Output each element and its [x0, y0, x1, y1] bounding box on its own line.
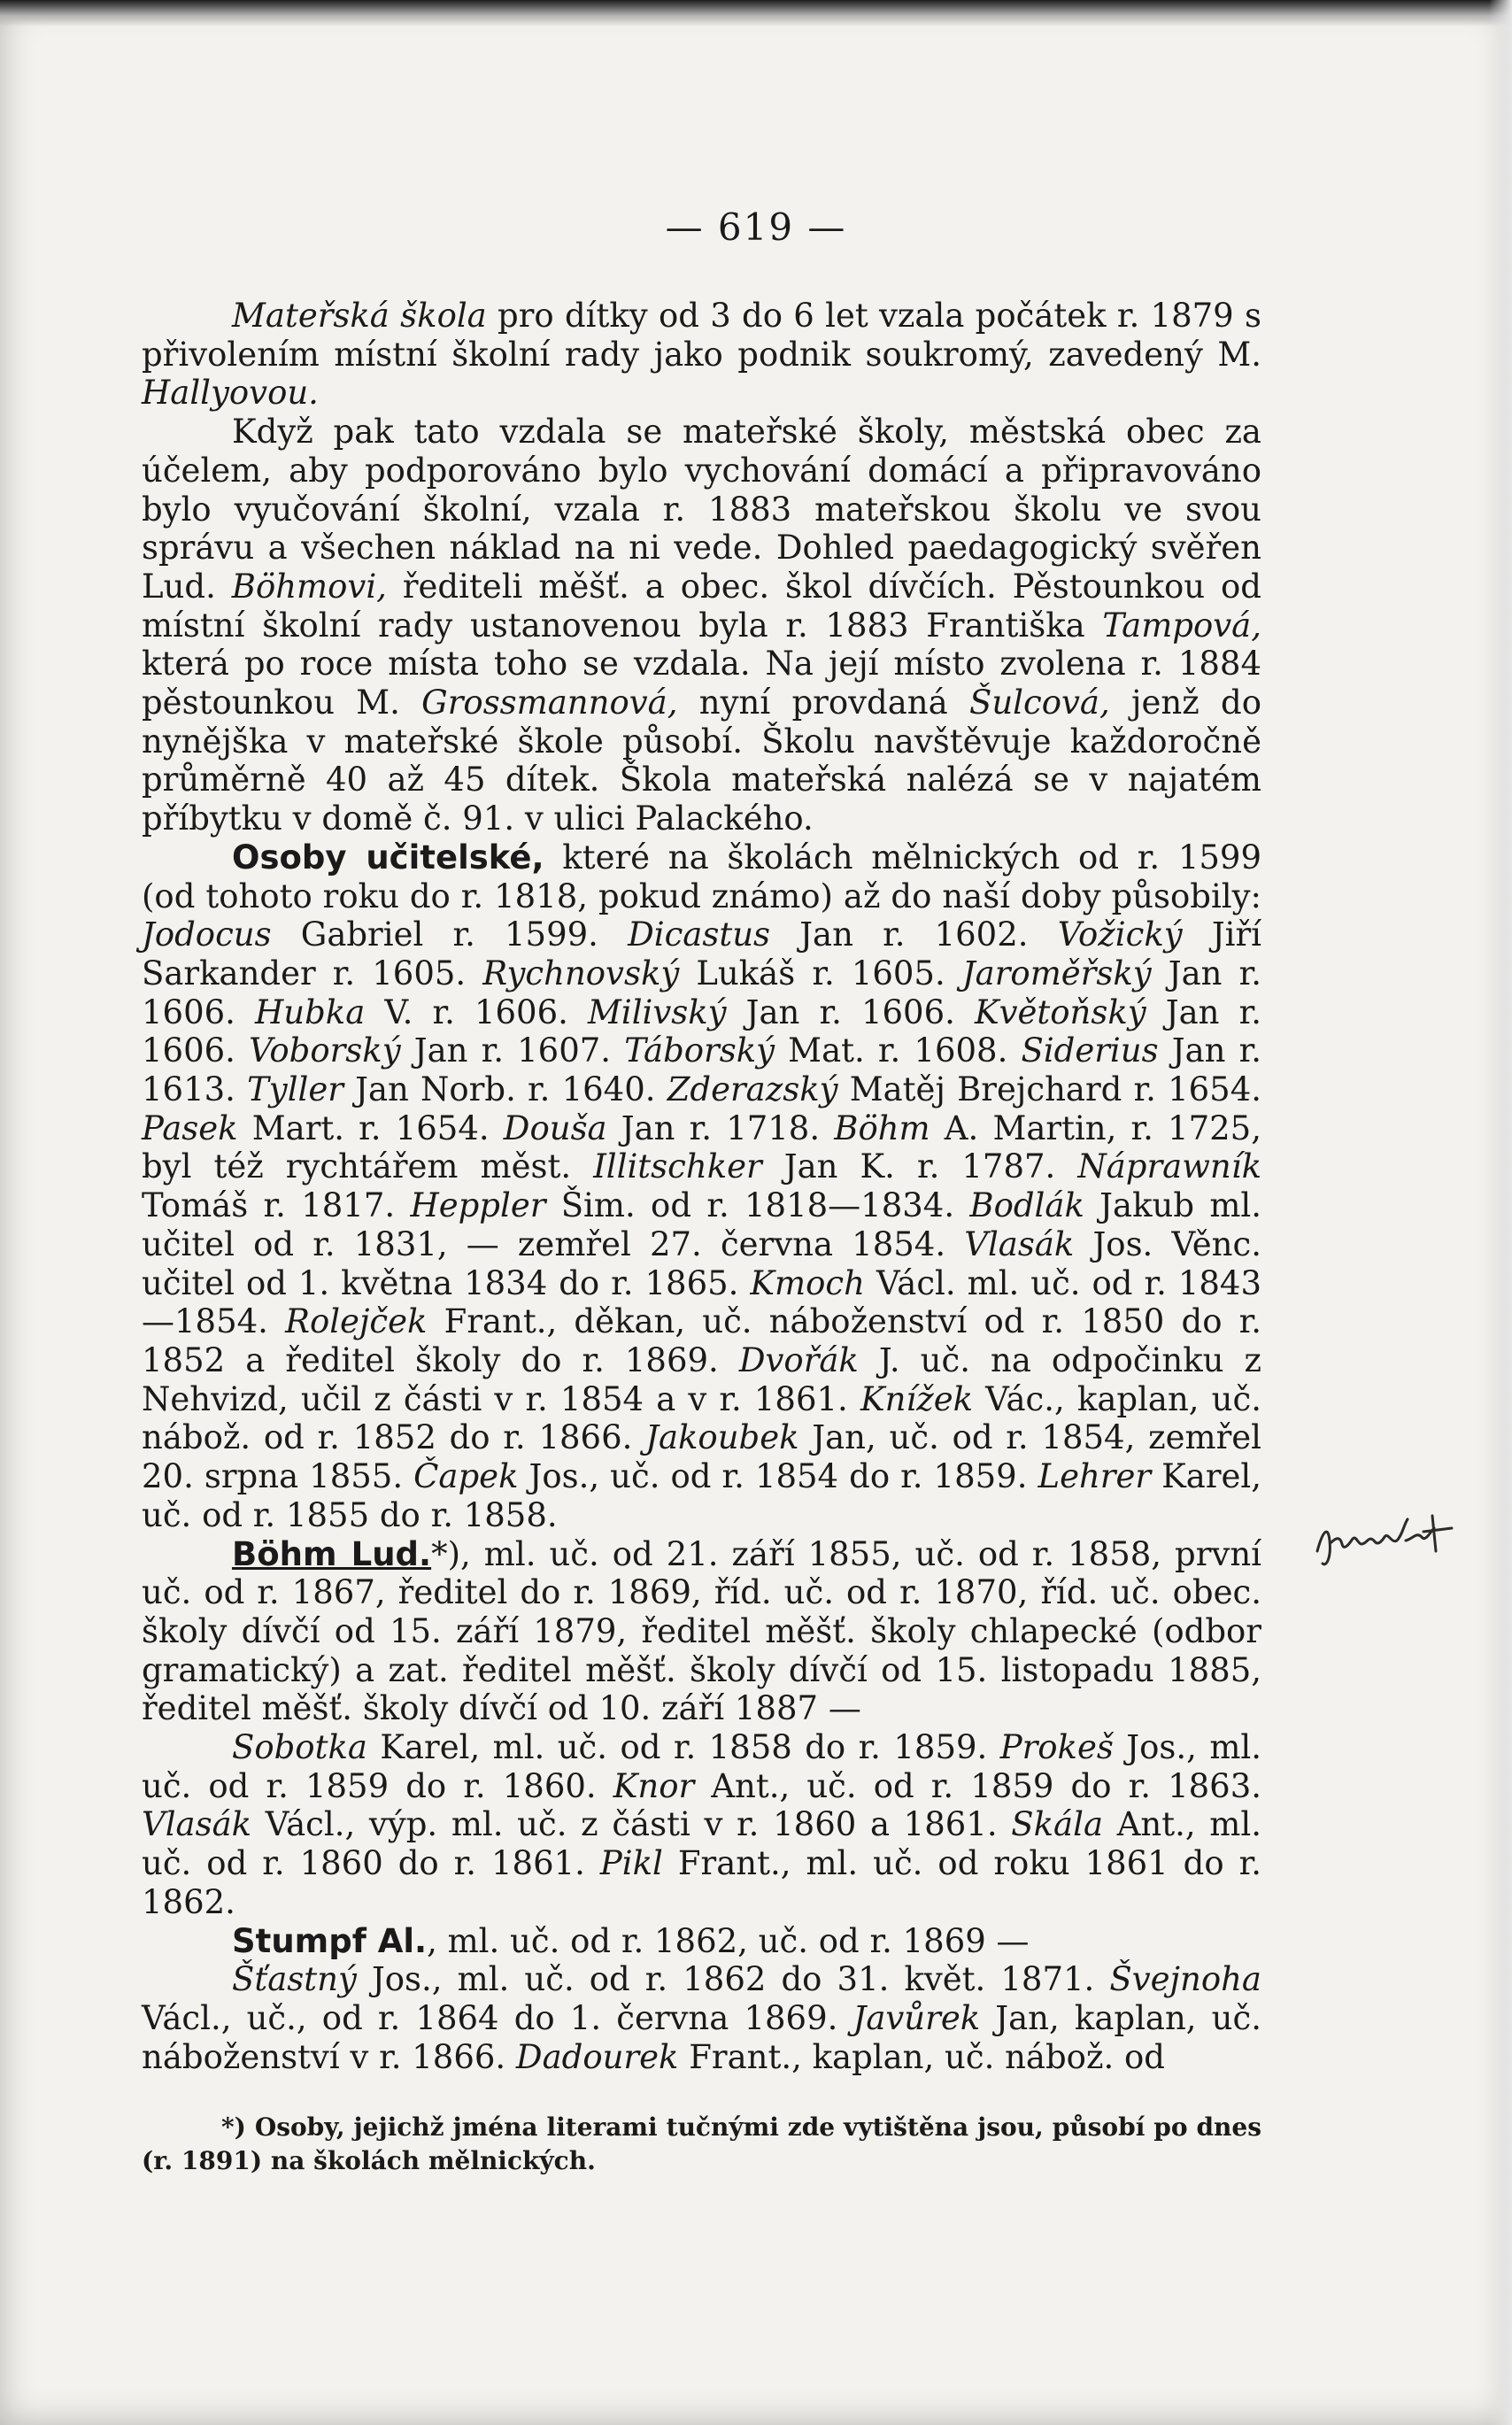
italic-name: Hubka: [255, 992, 366, 1031]
italic-name: Bodlák: [969, 1186, 1084, 1225]
italic-name: Kmoch: [750, 1263, 865, 1302]
italic-name: Dicastus: [628, 915, 771, 954]
italic-name: Mateřská škola: [232, 297, 487, 335]
text-run: , ml. uč. od r. 1862, uč. od r. 1869 —: [427, 1921, 1030, 1960]
text-run: Jan r. 1606.: [142, 992, 1261, 1070]
italic-name: Grossmannová,: [421, 683, 678, 722]
bold-heading: Stumpf Al.: [232, 1921, 428, 1960]
text-run: Karel, ml. uč. od r. 1858 do r. 1859.: [366, 1728, 1000, 1767]
text-run: *), ml. uč. od 21. září 1855, uč. od r. 1858, první uč. od r. 1867, ředitel do r. 1869, říd. uč. od r. 1870, říd. uč. obec. školy dívčí od 15. září 1879, ředitel měšť. školy chlapecké (odbor gramatický) a zat. ředitel měšť. školy dívčí od 15. listopadu 1885, ředitel měšť. školy dívčí od 10. září 1887 —: [142, 1534, 1261, 1728]
text-run: Šim. od r. 1818—1834.: [545, 1186, 970, 1225]
text-run: Jan, kaplan, uč. náboženství v r. 1866.: [142, 1998, 1261, 2076]
text-run: řediteli měšť. a obec. škol dívčích. Pěstounkou od místní školní rady ustanovenou byla r. 1883 Františka: [142, 567, 1261, 645]
italic-name: Prokeš: [999, 1728, 1114, 1767]
italic-name: Vlasák: [142, 1805, 252, 1844]
handwritten-margin-note: [1310, 1505, 1470, 1576]
italic-name: Rolejček: [285, 1302, 428, 1341]
italic-name: Douša: [503, 1108, 607, 1147]
text-run: Václ., uč., od r. 1864 do 1. června 1869.: [142, 1998, 853, 2037]
italic-name: Voborský: [249, 1031, 401, 1070]
italic-name: Skála: [1011, 1805, 1104, 1844]
text-run: J. uč. na odpočinku z Nehvizd, učil z části v r. 1854 a v r. 1861.: [142, 1340, 1261, 1418]
bold-heading: Osoby učitelské,: [232, 838, 544, 877]
italic-name: Švejnoha: [1109, 1960, 1261, 1999]
text-run: která po roce místa toho se vzdala. Na její místo zvolena r. 1884 pěstounkou M.: [142, 645, 1261, 722]
paragraph: [142, 838, 1261, 1535]
italic-name: Pikl: [599, 1844, 663, 1883]
text-run: Václ., výp. ml. uč. z části v r. 1860 a 1861.: [251, 1805, 1012, 1844]
footnote: [142, 2111, 1261, 2178]
italic-name: Hallyovou.: [142, 374, 319, 413]
italic-name: Jodocus: [142, 915, 272, 954]
italic-name: Milivský: [587, 992, 727, 1031]
italic-name: Heppler: [410, 1186, 546, 1225]
italic-name: Siderius: [1021, 1031, 1159, 1070]
italic-name: Náprawník: [1077, 1147, 1261, 1186]
text-run: Lukáš r. 1605.: [679, 954, 962, 992]
paragraph: [142, 1922, 1261, 1961]
paragraph: [142, 1535, 1261, 1729]
italic-name: Šťastný: [232, 1960, 357, 1999]
text-run: pro dítky od 3 do 6 let vzala počátek r. 1879 s přivolením místní školní rady jako podnik soukromý, zavedený M.: [142, 297, 1261, 374]
paragraph: [142, 1960, 1261, 2076]
text-run: Jan, uč. od r. 1854, zemřel 20. srpna 1855.: [142, 1418, 1261, 1496]
text-run: Frant., kaplan, uč. nábož. od: [678, 2037, 1165, 2076]
text-run: Jan r. 1602.: [770, 915, 1058, 954]
text-run: Jan r. 1613.: [142, 1031, 1261, 1109]
text-run: Ant., uč. od r. 1859 do r. 1863.: [694, 1766, 1261, 1805]
paragraph: [142, 413, 1261, 838]
italic-name: Knor: [613, 1766, 695, 1805]
paragraph: [142, 1728, 1261, 1922]
text-run: Ant., ml. uč. od r. 1860 do r. 1861.: [142, 1805, 1261, 1883]
text-run: Mart. r. 1654.: [237, 1108, 504, 1147]
text-run: Jos., ml. uč. od r. 1859 do r. 1860.: [142, 1728, 1261, 1805]
bold-name: Böhm Lud.: [232, 1534, 432, 1573]
italic-name: Vlasák: [964, 1224, 1075, 1263]
italic-name: Jaroměřský: [961, 954, 1152, 992]
paragraph: [142, 297, 1261, 413]
text-run: Jos., uč. od r. 1854 do r. 1859.: [518, 1457, 1038, 1496]
body-text: [142, 297, 1261, 2076]
italic-name: Květoňský: [974, 992, 1146, 1031]
text-run: Jos. Věnc. učitel od 1. května 1834 do r. 1865.: [142, 1224, 1261, 1302]
italic-name: Dadourek: [515, 2037, 679, 2076]
text-run: Když pak tato vzdala se mateřské školy, městská obec za účelem, aby podporováno bylo vychování domácí a připravováno bylo vyučování školní, vzala r. 1883 mateřskou školu ve svou správu a všechen náklad na ni vede. Dohled paedagogický svěřen Lud.: [142, 413, 1261, 606]
italic-name: Lehrer: [1038, 1457, 1152, 1496]
text-run: Jan K. r. 1787.: [761, 1147, 1078, 1186]
text-run: Frant., ml. uč. od roku 1861 do r. 1862.: [142, 1844, 1261, 1921]
text-run: Jos., ml. uč. od r. 1862 do 31. květ. 1871.: [356, 1960, 1110, 1999]
text-run: nyní provdaná: [677, 683, 969, 722]
italic-name: Javůrek: [852, 1998, 981, 2037]
italic-name: Čapek: [413, 1457, 519, 1496]
text-run: Vác., kaplan, uč. nábož. od r. 1852 do r. 1866.: [142, 1379, 1261, 1457]
page-right-edge: [1489, 0, 1512, 2425]
italic-name: Böhmovi,: [231, 567, 387, 606]
italic-name: Šulcová,: [968, 683, 1110, 722]
text-run: Jiří Sarkander r. 1605.: [142, 915, 1262, 992]
text-run: Mat. r. 1608.: [775, 1031, 1022, 1070]
italic-name: Sobotka: [232, 1728, 367, 1767]
text-run: Jan r. 1607.: [400, 1031, 625, 1070]
italic-name: Tampová,: [1102, 606, 1261, 645]
italic-name: Tyller: [247, 1070, 343, 1109]
text-run: Tomáš r. 1817.: [142, 1186, 411, 1225]
page-top-edge: [0, 0, 1512, 27]
text-run: A. Martin, r. 1725, byl též rychtářem měst.: [142, 1108, 1261, 1186]
italic-name: Vožický: [1057, 915, 1183, 954]
italic-name: Táborský: [624, 1031, 775, 1070]
text-run: Jan Norb. r. 1640.: [343, 1070, 667, 1109]
italic-name: Pasek: [142, 1108, 238, 1147]
text-run: Jan r. 1606.: [726, 992, 975, 1031]
page-number: — 619 —: [665, 205, 847, 249]
italic-name: Knížek: [860, 1379, 974, 1418]
text-run: Jan r. 1606.: [142, 954, 1261, 1031]
text-run: které na školách mělnických od r. 1599 (od tohoto roku do r. 1818, pokud známo) až do naší doby působily:: [142, 838, 1261, 915]
text-run: Matěj Brejchard r. 1654.: [837, 1070, 1262, 1109]
text-run: Václ. ml. uč. od r. 1843—1854.: [142, 1263, 1261, 1341]
text-run: Karel, uč. od r. 1855 do r. 1858.: [142, 1457, 1262, 1534]
text-run: Gabriel r. 1599.: [271, 915, 629, 954]
italic-name: Rychnovský: [482, 954, 680, 992]
italic-name: Dvořák: [738, 1340, 859, 1379]
text-run: Jakub ml. učitel od r. 1831, — zemřel 27. června 1854.: [142, 1186, 1261, 1263]
text-run: V. r. 1606.: [365, 992, 588, 1031]
italic-name: Böhm: [834, 1108, 930, 1147]
text-run: jenž do nynějška v mateřské škole působí. Školu navštěvuje každoročně průměrně 40 až 45 dítek. Škola mateřská nalézá se v najatém příbytku v domě č. 91. v ulici Palackého.: [142, 683, 1261, 838]
italic-name: Illitschker: [593, 1147, 762, 1186]
text-run: Frant., děkan, uč. náboženství od r. 1850 do r. 1852 a ředitel školy do r. 1869.: [142, 1302, 1262, 1379]
text-run: Jan r. 1718.: [606, 1108, 835, 1147]
italic-name: Jakoubek: [645, 1418, 799, 1457]
italic-name: Zderazský: [667, 1070, 838, 1109]
footnote-text: *) Osoby, jejichž jména literami tučnými zde vytištěna jsou, působí po dnes (r. 1891) na školách mělnických.: [142, 2112, 1261, 2175]
